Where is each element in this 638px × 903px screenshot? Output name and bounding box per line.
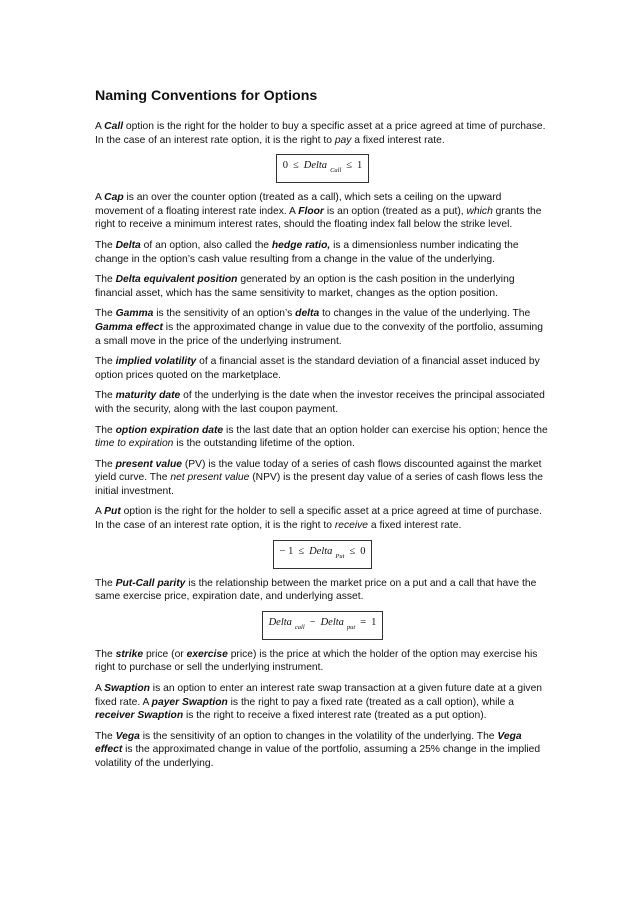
paragraph-vega — [95, 730, 550, 771]
formula-variable: Delta — [268, 616, 292, 628]
formula-variable: Delta — [309, 545, 333, 557]
formula-delta-put — [273, 540, 373, 569]
term-payer-swaption: payer Swaption — [151, 696, 228, 708]
emphasis-receive: receive — [334, 520, 369, 532]
text: The — [95, 356, 116, 368]
emphasis-which: which — [466, 205, 493, 217]
emphasis-pay: pay — [334, 134, 352, 146]
paragraph-delta-equivalent — [95, 273, 550, 300]
text: is the outstanding lifetime of the option. — [173, 438, 355, 450]
text: is an option to enter an interest rate swap transaction at a given future date at a given fixed rate. A — [95, 683, 543, 708]
term-hedge-ratio: hedge ratio, — [271, 239, 331, 251]
text: option is the right for the holder to sell a specific asset at a price agreed at time of purchase. In the case of an interest rate option, it is the right to — [95, 506, 543, 532]
term-implied-volatility: implied volatility — [115, 356, 197, 368]
text: a fixed interest rate. — [351, 134, 445, 146]
text: A — [95, 506, 105, 518]
text: is an over the counter option (treated as a call), which sets a ceiling on the upward movement of a floating interest rate index. A — [95, 192, 502, 217]
formula-subscript: Call — [330, 167, 342, 175]
text: is the sensitivity of an option’s — [153, 308, 296, 320]
formula-value: − 1 — [279, 545, 294, 557]
text: is the last date that an option holder can exercise his option; hence the — [223, 424, 548, 436]
paragraph-put — [95, 505, 550, 532]
formula-subscript: Put — [335, 552, 345, 560]
formula-operator: = — [360, 616, 367, 628]
text: grants the right to receive a minimum interest rates, should the floating index fall below the strike level. — [95, 205, 542, 231]
formula-value: 1 — [357, 160, 363, 172]
text: generated by an option is the cash position in the underlying financial asset, which has the same sensitivity to market, changes as the option position. — [95, 274, 515, 299]
text: A — [95, 121, 105, 132]
term-vega-effect: Vega effect — [95, 730, 522, 756]
term-present-value: present value — [115, 458, 182, 470]
text: A — [95, 683, 105, 695]
text: The — [95, 730, 116, 742]
text: The — [95, 274, 116, 286]
term-option-expiration-date: option expiration date — [115, 424, 224, 436]
text: is a dimensionless number indicating the change in the option’s cash value resulting from a change in the value of the underlying. — [95, 239, 519, 265]
term-vega: Vega — [115, 730, 140, 742]
paragraph-put-call-parity — [95, 577, 550, 604]
text: is the approximated change in value due to the convexity of the portfolio, assuming a small move in the price of the underlying instrument. — [95, 321, 543, 347]
document-body — [95, 88, 550, 778]
text: The — [95, 648, 116, 660]
formula-variable: Delta — [320, 616, 344, 628]
text: (PV) is the value today of a series of cash flows discounted against the market yield curve. The — [95, 458, 542, 484]
paragraph-strike — [95, 648, 550, 675]
formula-operator: ≤ — [292, 160, 299, 172]
emphasis-net-present-value: net present value — [170, 472, 250, 484]
text: of an option, also called the — [140, 239, 272, 251]
paragraph-swaption — [95, 682, 550, 723]
paragraph-cap-floor — [95, 191, 550, 232]
formula-subscript: put — [346, 623, 356, 631]
text: a fixed interest rate. — [368, 520, 462, 532]
term-receiver-swaption: receiver Swaption — [95, 710, 184, 722]
formula-variable: Delta — [303, 160, 328, 172]
formula-operator: − — [309, 616, 316, 628]
text: price (or — [143, 648, 187, 660]
paragraph-delta — [95, 239, 550, 266]
term-gamma: Gamma — [115, 308, 154, 320]
formula-subscript: call — [294, 623, 305, 631]
term-swaption: Swaption — [104, 683, 150, 695]
text: The — [95, 577, 116, 589]
paragraph-implied-volatility — [95, 355, 550, 382]
emphasis-time-to-expiration: time to expiration — [95, 438, 174, 450]
text: of the underlying is the date when the investor receives the principal associated with the security, along with the last coupon payment. — [95, 390, 545, 415]
text: The — [95, 390, 116, 402]
term-cap: Cap — [104, 192, 124, 204]
term-exercise: exercise — [186, 648, 228, 660]
paragraph-gamma — [95, 307, 550, 348]
text: The — [95, 239, 116, 251]
formula-operator: ≤ — [298, 545, 305, 557]
text: to changes in the value of the underlying. The — [319, 308, 531, 320]
formula-value: 0 — [282, 160, 288, 172]
term-maturity-date: maturity date — [115, 390, 181, 402]
text: The — [95, 308, 116, 320]
paragraph-present-value — [95, 458, 550, 499]
paragraph-maturity-date — [95, 389, 550, 416]
term-strike: strike — [115, 648, 144, 660]
text: (NPV) is the present day value of a series of cash flows less the initial investment. — [95, 472, 543, 497]
formula-operator: ≤ — [349, 545, 356, 557]
paragraph-call — [95, 120, 550, 147]
term-put-call-parity: Put-Call parity — [115, 577, 186, 589]
formula-put-call-parity — [262, 611, 384, 640]
text: A — [95, 192, 105, 204]
text: of a financial asset is the standard deviation of a financial asset induced by option prices quoted on the marketplace. — [95, 356, 540, 381]
text: price) is the price at which the holder of the option may exercise his right to purchase or sell the underlying instrument. — [95, 648, 538, 674]
page-title: Naming Conventions for Options — [95, 88, 318, 104]
text: is the approximated change in value of the portfolio, assuming a 25% change in the implied volatility of the underlying. — [95, 744, 541, 769]
text: The — [95, 424, 116, 436]
term-gamma-effect: Gamma effect — [95, 321, 163, 333]
term-call: Call — [104, 121, 124, 132]
term-put: Put — [104, 506, 121, 518]
text: is the right to receive a fixed interest rate (treated as a put option). — [183, 710, 487, 722]
formula-value: 0 — [360, 545, 366, 557]
text: is the sensitivity of an option to changes in the volatility of the underlying. The — [139, 730, 498, 742]
text: is an option (treated as a put), — [323, 205, 467, 217]
text: is the right to pay a fixed rate (treated as a call option), while a — [227, 696, 514, 708]
term-floor: Floor — [298, 205, 324, 217]
term-delta: Delta — [115, 239, 141, 251]
text: is the relationship between the market price on a put and a call that have the same exercise price, expiration date, and underlying asset. — [95, 577, 537, 603]
formula-operator: ≤ — [346, 160, 353, 172]
term-delta-lower: delta — [295, 308, 320, 320]
formula-delta-call — [276, 154, 370, 183]
text: The — [95, 458, 116, 470]
paragraph-expiration — [95, 424, 550, 451]
term-delta-equivalent-position: Delta equivalent position — [115, 274, 238, 286]
formula-value: 1 — [371, 616, 377, 628]
text: option is the right for the holder to buy a specific asset at a price agreed at time of purchase. In the case of an interest rate option, it is the right to — [95, 121, 546, 146]
